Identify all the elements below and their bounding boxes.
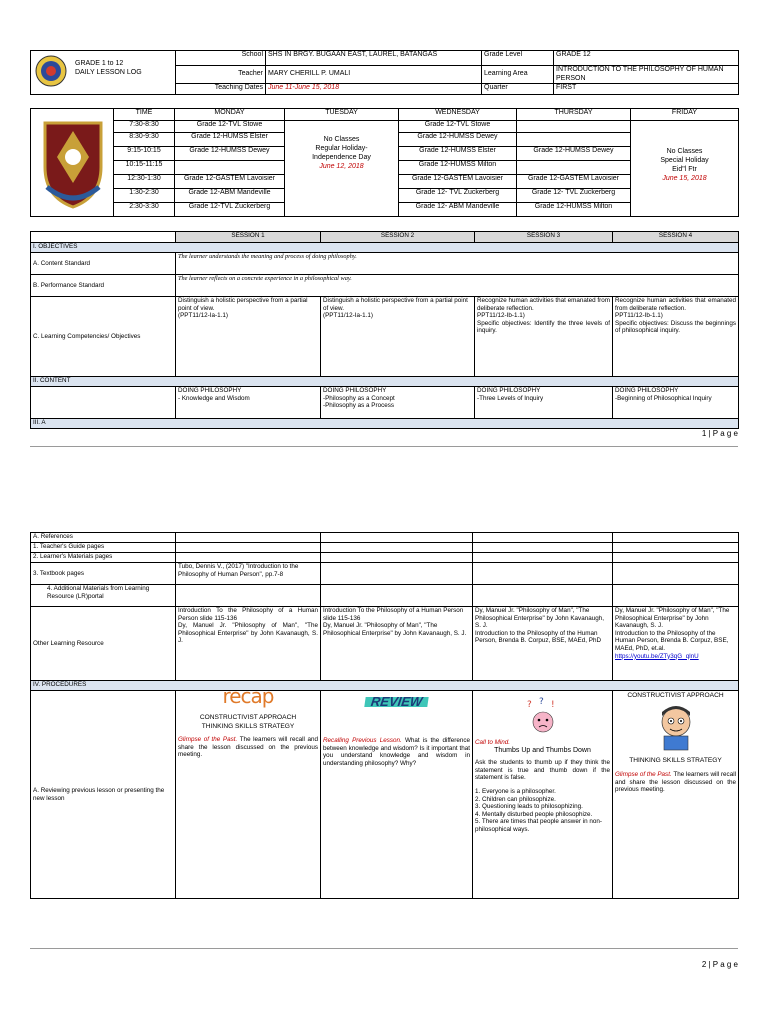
review-logo-text: REVIEW	[364, 697, 429, 707]
monday-cell: Grade 12-TVL Stowe	[175, 121, 285, 133]
competencies-label: C. Learning Competencies/ Objectives	[31, 297, 176, 377]
reviewing-lesson-label: A. Reviewing previous lesson or presenting the new lesson	[31, 691, 176, 899]
teacher-label: Teacher	[176, 66, 266, 84]
friday-line1: No Classes	[666, 148, 703, 155]
content-topic: -Philosophy as a Concept	[323, 394, 395, 402]
cartoon-man-icon	[650, 702, 702, 752]
empty-cell	[176, 553, 321, 563]
glimpse-label: Glimpse of the Past.	[615, 771, 672, 778]
statement-item: 1. Everyone is a philosopher.	[475, 787, 556, 795]
content-topic: - Knowledge and Wisdom	[178, 394, 250, 402]
monday-cell: Grade 12-HUMSS Elster	[175, 133, 285, 147]
monday-cell: Grade 12-TVL Zuckerberg	[175, 203, 285, 217]
content-heading: II. CONTENT	[31, 377, 739, 387]
procedures-heading: IV. PROCEDURES	[31, 681, 739, 691]
wednesday-cell: Grade 12-HUMSS Dewey	[399, 133, 517, 147]
empty-cell	[473, 543, 613, 553]
teaching-dates-label: Teaching Dates	[176, 84, 266, 95]
blank-cell	[31, 387, 176, 419]
other-resource-session-2	[321, 607, 473, 681]
school-logo-icon	[39, 117, 107, 209]
content-standard-text: The learner understands the meaning and process of doing philosophy.	[176, 253, 739, 275]
teachers-guide-label: 1. Teacher's Guide pages	[31, 543, 176, 553]
time-cell: 10:15-11:15	[114, 161, 175, 175]
additional-materials-label: 4. Additional Materials from Learning Resource (LR)portal	[31, 585, 176, 607]
content-session-3	[475, 387, 613, 419]
resource-text: Dy, Manuel Jr. "Philosophy of Man", "The Philosophical Enterprise" by John Kavanaugh, S. J.	[323, 622, 467, 637]
resource-text: Introduction to the Philosophy of the Human Person, Brenda B. Corpuz, BSE, MAEd, PhD, et.al.	[615, 629, 729, 652]
quarter-value: FIRST	[554, 84, 739, 95]
glimpse-text: The learners will recall and share the lesson discussed on the previous meeting.	[178, 736, 318, 759]
procedure-session-4	[613, 691, 739, 899]
empty-cell	[321, 553, 473, 563]
col-wednesday: WEDNESDAY	[399, 109, 517, 121]
competency-text: Recognize human activities that emanated from deliberate reflection.	[477, 297, 611, 312]
lesson-table-page1	[30, 231, 739, 429]
session-3-header: SESSION 3	[475, 232, 613, 243]
resource-text: Dy, Manuel Jr. "Philosophy of Man", "The Philosophical Enterprise" by John Kavanaugh, S. J.	[615, 607, 730, 630]
wednesday-cell: Grade 12- ABM Mandeville	[399, 203, 517, 217]
specific-objective: Specific objectives: Identify the three levels of inquiry.	[477, 319, 610, 335]
competency-session-2	[321, 297, 475, 377]
blank-cell	[31, 232, 176, 243]
learners-materials-label: 2. Learner's Materials pages	[31, 553, 176, 563]
recalling-label: Recalling Previous Lesson.	[323, 737, 402, 744]
wednesday-cell: Grade 12-HUMSS Milton	[399, 161, 517, 175]
recap-logo	[178, 691, 318, 713]
empty-cell	[613, 543, 739, 553]
other-resource-session-3	[473, 607, 613, 681]
competency-text: Distinguish a holistic perspective from a partial point of view.	[178, 297, 308, 312]
review-logo	[323, 691, 470, 727]
youtube-link[interactable]: https://youtu.be/ZTy3qG_qlnU	[615, 652, 699, 660]
resource-text: Dy, Manuel Jr. "Philosophy of Man", "The Philosophical Enterprise" by John Kavanaugh, S. J.	[475, 607, 604, 630]
col-monday: MONDAY	[175, 109, 285, 121]
thumbs-instructions: Ask the students to thumb up if they think the statement is true and thumb down if the statement is false.	[475, 759, 610, 782]
glimpse-label: Glimpse of the Past.	[178, 736, 238, 743]
thinking-face-icon	[523, 697, 563, 735]
time-cell: 9:15-10:15	[114, 147, 175, 161]
call-to-mind-label: Call to Mind.	[475, 739, 510, 746]
recalling-text: What is the difference between knowledge and wisdom? Is it important that you understand knowledge and wisdom in understanding philosophy? Why?	[323, 737, 470, 767]
tuesday-date: June 12, 2018	[319, 163, 364, 170]
resource-text: Dy, Manuel Jr. "Philosophy of Man", "The Philosophical Enterprise" by John Kavanaugh, S. J.	[178, 622, 318, 645]
tuesday-line3: Independence Day	[312, 154, 371, 161]
other-resource-session-4	[613, 607, 739, 681]
thursday-cell: Grade 12- TVL Zuckerberg	[517, 189, 631, 203]
deped-seal-icon	[35, 55, 67, 87]
empty-cell	[613, 563, 739, 585]
competency-code: (PPT11/12-Ia-1.1)	[178, 312, 228, 320]
content-title: DOING PHILOSOPHY	[323, 387, 387, 394]
teaching-dates-value: June 11-June 15, 2018	[266, 84, 482, 95]
school-value: SHS IN BRGY. BUGAAN EAST, LAUREL, BATANGAS	[266, 51, 482, 66]
empty-cell	[473, 533, 613, 543]
monday-cell	[175, 161, 285, 175]
competency-code: (PPT11/12-Ia-1.1)	[323, 312, 373, 320]
quarter-label: Quarter	[482, 84, 554, 95]
school-logo-cell	[31, 109, 114, 217]
time-cell: 8:30-9:30	[114, 133, 175, 147]
monday-cell: Grade 12-ABM Mandeville	[175, 189, 285, 203]
performance-standard-text: The learner reflects on a concrete experience in a philosophical way.	[176, 275, 739, 297]
session-4-header: SESSION 4	[613, 232, 739, 243]
content-topic: -Philosophy as a Process	[323, 402, 395, 410]
col-thursday: THURSDAY	[517, 109, 631, 121]
empty-cell	[473, 553, 613, 563]
empty-cell	[321, 585, 473, 607]
thursday-cell: Grade 12-HUMSS Milton	[517, 203, 631, 217]
resource-text: Introduction To the Philosophy of a Human Person slide 115-136	[323, 607, 464, 622]
thursday-cell	[517, 133, 631, 147]
glimpse-text: The learners will recall and share the lesson discussed on the previous meeting.	[615, 771, 737, 794]
monday-cell: Grade 12-HUMSS Dewey	[175, 147, 285, 161]
svg-text:!: !	[550, 700, 555, 710]
tuesday-holiday	[285, 121, 399, 217]
competency-session-4	[613, 297, 739, 377]
textbook-session-1: Tubo, Dennis V., (2017) "Introduction to the Philosophy of Human Person", pp.7-8	[176, 563, 321, 585]
procedure-session-2	[321, 691, 473, 899]
statement-item: 2. Children can philosophize.	[475, 795, 556, 803]
empty-cell	[613, 553, 739, 563]
page-number: 1 | P a g e	[701, 429, 738, 438]
resource-text: Introduction to the Philosophy of the Human Person, Brenda B. Corpuz, BSE, MAEd, PhD	[475, 629, 601, 645]
time-cell: 12:30-1:30	[114, 175, 175, 189]
monday-cell: Grade 12-GASTEM Lavoisier	[175, 175, 285, 189]
teacher-value: MARY CHERILL P. UMALI	[266, 66, 482, 84]
col-tuesday: TUESDAY	[285, 109, 399, 121]
content-title: DOING PHILOSOPHY	[477, 387, 541, 394]
competency-code: PPT11/12-Ib-1.1)	[615, 312, 663, 320]
header-line2: DAILY LESSON LOG	[75, 69, 142, 76]
content-title: DOING PHILOSOPHY	[615, 387, 679, 394]
time-cell: 7:30-8:30	[114, 121, 175, 133]
learning-area-value: INTRODUCTION TO THE PHILOSOPHY OF HUMAN PERSON	[554, 66, 739, 84]
header-title-cell	[31, 51, 176, 95]
time-cell: 2:30-3:30	[114, 203, 175, 217]
content-session-2	[321, 387, 475, 419]
footer-rule	[30, 948, 738, 949]
thursday-cell: Grade 12-HUMSS Dewey	[517, 147, 631, 161]
empty-cell	[176, 533, 321, 543]
specific-objective: Specific objectives: Discuss the beginnings of philosophical inquiry.	[615, 319, 736, 335]
textbook-label: 3. Textbook pages	[31, 563, 176, 585]
resource-text: Introduction To the Philosophy of a Human Person slide 115-136	[178, 607, 318, 622]
grade-level-value: GRADE 12	[554, 51, 739, 66]
recap-logo-text: recap	[222, 690, 274, 708]
col-time: TIME	[114, 109, 175, 121]
schedule-table	[30, 108, 739, 217]
thinking-skills-strategy: THINKING SKILLS STRATEGY	[201, 723, 295, 730]
svg-text:?: ?	[526, 700, 532, 710]
statement-item: 3. Questioning leads to philosophizing.	[475, 803, 583, 811]
empty-cell	[613, 585, 739, 607]
empty-cell	[321, 543, 473, 553]
header-table	[30, 50, 739, 95]
header-line1: GRADE 1 to 12	[75, 60, 124, 67]
procedure-session-1	[176, 691, 321, 899]
thursday-cell: Grade 12-GASTEM Lavoisier	[517, 175, 631, 189]
wednesday-cell: Grade 12-GASTEM Lavoisier	[399, 175, 517, 189]
thumbs-heading: Thumbs Up and Thumbs Down	[494, 746, 591, 754]
competency-session-3	[475, 297, 613, 377]
grade-level-label: Grade Level	[482, 51, 554, 66]
learning-resources-heading: III. A	[31, 419, 739, 429]
content-standard-label: A. Content Standard	[31, 253, 176, 275]
tuesday-line2: Regular Holiday-	[315, 145, 368, 152]
constructivist-approach: CONSTRUCTIVIST APPROACH	[627, 692, 724, 699]
objectives-heading: I. OBJECTIVES	[31, 243, 739, 253]
page-number: 2 | P a g e	[701, 960, 738, 969]
svg-text:?: ?	[538, 697, 544, 707]
empty-cell	[321, 533, 473, 543]
time-cell: 1:30-2:30	[114, 189, 175, 203]
thursday-cell	[517, 161, 631, 175]
competency-session-1	[176, 297, 321, 377]
friday-line3: Eid"l Ftr	[672, 166, 697, 173]
thinking-skills-strategy: THINKING SKILLS STRATEGY	[629, 757, 722, 764]
procedure-session-3	[473, 691, 613, 899]
wednesday-cell: Grade 12-HUMSS Elster	[399, 147, 517, 161]
friday-date: June 15, 2018	[662, 175, 707, 182]
other-resource-label: Other Learning Resource	[31, 607, 176, 681]
content-topic: -Beginning of Philosophical Inquiry	[615, 394, 712, 402]
statement-item: 5. There are times that people answer in non-philosophical ways.	[475, 818, 602, 833]
references-label: A. References	[31, 533, 176, 543]
lesson-table-page2	[30, 532, 739, 899]
wednesday-cell: Grade 12-TVL Stowe	[399, 121, 517, 133]
thursday-cell	[517, 121, 631, 133]
empty-cell	[176, 543, 321, 553]
friday-line2: Special Holiday	[660, 157, 709, 164]
content-title: DOING PHILOSOPHY	[178, 387, 242, 394]
empty-cell	[613, 533, 739, 543]
friday-holiday	[631, 121, 739, 217]
learning-area-label: Learning Area	[482, 66, 554, 84]
empty-cell	[176, 585, 321, 607]
other-resource-session-1	[176, 607, 321, 681]
tuesday-line1: No Classes	[323, 136, 360, 143]
empty-cell	[321, 563, 473, 585]
empty-cell	[473, 563, 613, 585]
empty-cell	[473, 585, 613, 607]
school-label: School	[176, 51, 266, 66]
constructivist-approach: CONSTRUCTIVIST APPROACH	[199, 714, 297, 721]
competency-code: PPT11/12-Ib-1.1)	[477, 312, 525, 320]
content-session-1	[176, 387, 321, 419]
performance-standard-label: B. Performance Standard	[31, 275, 176, 297]
content-topic: -Three Levels of Inquiry	[477, 394, 544, 402]
competency-text: Recognize human activities that emanated from deliberate reflection.	[615, 297, 736, 312]
wednesday-cell: Grade 12- TVL Zuckerberg	[399, 189, 517, 203]
session-2-header: SESSION 2	[321, 232, 475, 243]
session-1-header: SESSION 1	[176, 232, 321, 243]
competency-text: Distinguish a holistic perspective from a partial point of view.	[323, 297, 468, 312]
footer-rule	[30, 446, 738, 447]
col-friday: FRIDAY	[631, 109, 739, 121]
content-session-4	[613, 387, 739, 419]
statement-item: 4. Mentally disturbed people philosophize.	[475, 810, 593, 818]
